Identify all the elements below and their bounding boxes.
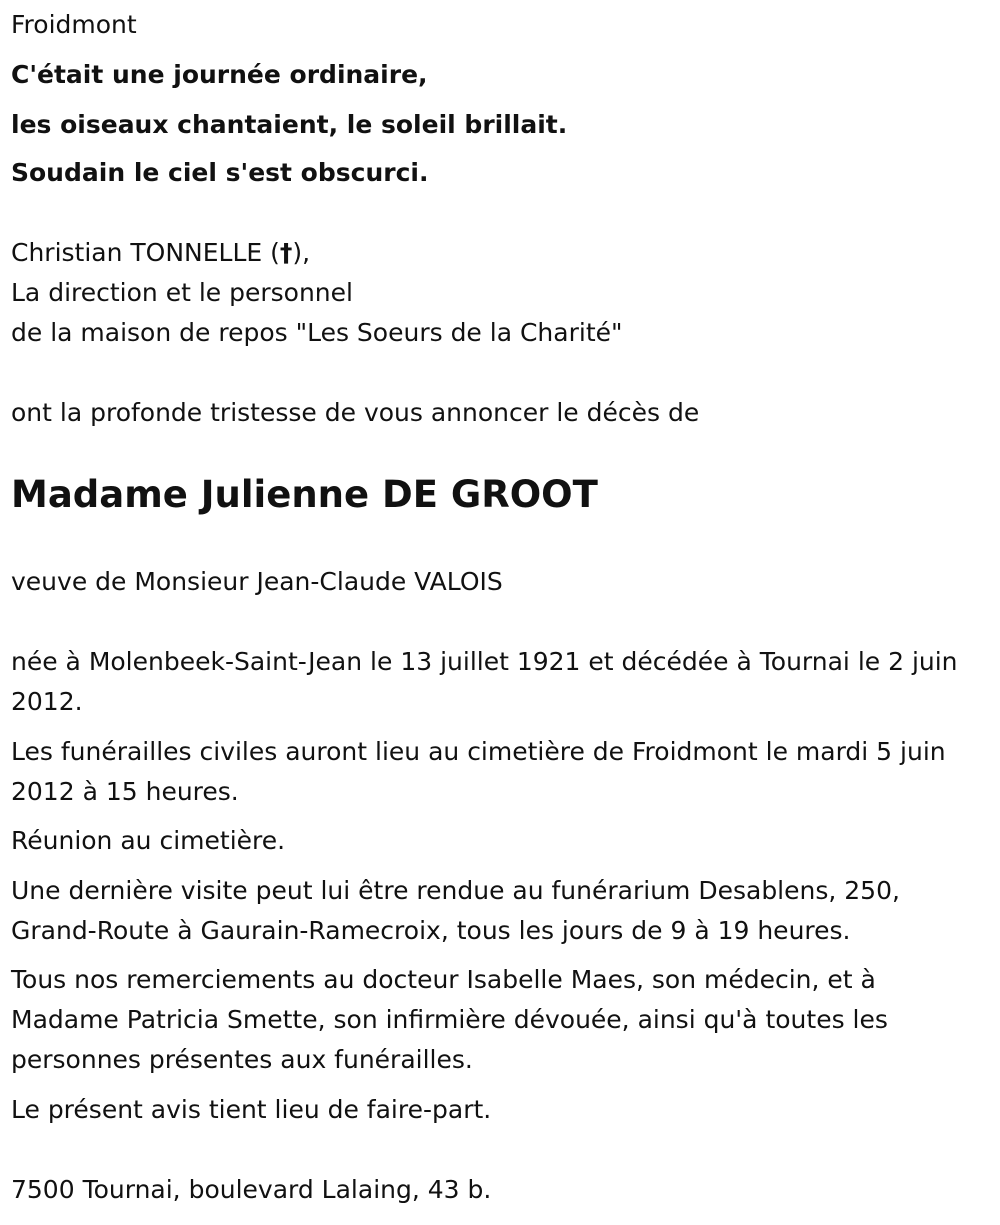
deceased-name: Madame Julienne DE GROOT [11,473,598,516]
sender-line-2: La direction et le personnel [11,278,353,307]
funeral-paragraph: Les funérailles civiles auront lieu au cimetière de Froidmont le mardi 5 juin 2012 à 15 heures. [11,737,946,806]
poem-line-1: C'était une journée ordinaire, [11,60,428,89]
thanks-paragraph: Tous nos remerciements au docteur Isabelle Maes, son médecin, et à Madame Patricia Smette, son infirmière dévouée, ainsi qu'à toutes les personnes présentes aux funérailles. [11,965,888,1074]
visit-paragraph: Une dernière visite peut lui être rendue au funérarium Desablens, 250, Grand-Route à Gaurain-Ramecroix, tous les jours de 9 à 19 heures. [11,876,900,945]
meeting-paragraph: Réunion au cimetière. [11,826,286,855]
cross-icon: † [279,238,293,267]
announcement-text: ont la profonde tristesse de vous annoncer le décès de [11,398,700,427]
sender-person-suffix: ), [292,238,311,267]
notice-paragraph: Le présent avis tient lieu de faire-part. [11,1095,492,1124]
sender-person-name: Christian TONNELLE ( [11,238,280,267]
sender-line-3: de la maison de repos "Les Soeurs de la Charité" [11,318,623,347]
spouse-text: veuve de Monsieur Jean-Claude VALOIS [11,567,503,596]
poem-line-2: les oiseaux chantaient, le soleil brillait. [11,110,568,139]
location-label: Froidmont [11,10,137,39]
birth-death-paragraph: née à Molenbeek-Saint-Jean le 13 juillet 1921 et décédée à Tournai le 2 juin 2012. [11,647,958,716]
poem-line-3: Soudain le ciel s'est obscurci. [11,158,429,187]
address-text: 7500 Tournai, boulevard Lalaing, 43 b. [11,1175,492,1204]
sender-line-1 [11,233,310,273]
